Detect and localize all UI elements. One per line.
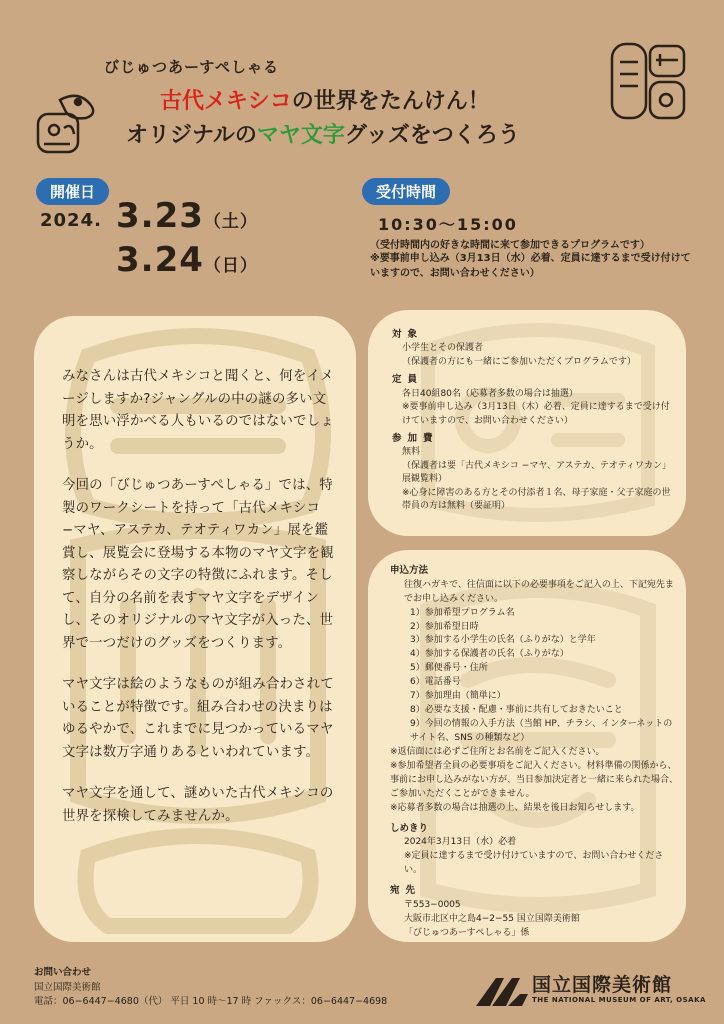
title-text: グッズをつくろう <box>344 123 520 148</box>
intro-paragraph: マヤ文字は絵のようなものが組み合わされていることが特徴です。組み合わせの決まりはゆるやかで、これまでに見つかっているマヤ文字は数万字通りあるといわれています。 <box>62 677 334 760</box>
capacity-label: 定員 <box>392 374 424 386</box>
series-title: びじゅつあーすぺしゃる <box>104 58 279 76</box>
target-text: 小学生とその保護者 <box>402 343 484 354</box>
list-item: 8）必要な支援・配慮・事前に共有しておきたいこと <box>410 705 623 716</box>
contact-org: 国立国際美術館 <box>34 981 101 993</box>
museum-english-name: THE NATIONAL MUSEUM OF ART, OSAKA <box>532 996 706 1004</box>
fee-note: （保護者は要「古代メキシコ −マヤ、アステカ、テオティワカン」展観覧料） <box>402 460 671 485</box>
date-value: 3.24 <box>116 240 204 280</box>
day-of-week: （日） <box>203 256 258 276</box>
deadline-label: しめきり <box>390 822 429 834</box>
event-year: 2024. <box>40 210 102 231</box>
intro-paragraph: みなさんは古代メキシコと聞くと、何をイメージしますか?ジャングルの中の謎の多い文明を思い浮かべる人もいるのではないでしょうか。 <box>62 369 334 452</box>
address-recipient: 「びじゅつあーすぺしゃる」係 <box>404 927 530 938</box>
list-item: 4）参加する保護者の氏名（ふりがな） <box>410 649 569 660</box>
fee-text: 無料 <box>402 447 421 458</box>
list-item: 5）郵便番号・住所 <box>410 663 488 674</box>
intro-panel <box>34 316 356 942</box>
time-label-badge: 受付時間 <box>362 178 450 205</box>
list-item: 7）参加理由（簡単に） <box>410 691 506 702</box>
reception-hours: 10:30〜15:00 <box>378 215 518 234</box>
info-list <box>392 324 676 514</box>
target-label: 対象 <box>392 329 424 340</box>
capacity-note: ※要事前申し込み（3月13日（木）必着、定員に達するまで受け付けていますので、お問い合わせください） <box>402 402 670 426</box>
list-item: 3）参加する小学生の氏名（ふりがな）と学年 <box>410 635 596 646</box>
deadline-note: ※定員に達するまで受け付けていますので、お問い合わせください。 <box>404 851 664 876</box>
maya-glyph-right-icon <box>608 40 688 124</box>
list-item: 1）参加希望プログラム名 <box>410 607 515 618</box>
apply-details <box>390 564 680 941</box>
target-note: （保護者の方にも一緒にご参加いただくプログラムです） <box>402 356 636 367</box>
intro-paragraph: 今回の「びじゅつあーすぺしゃる」では、特製のワークシートを持って「古代メキシコ −マヤ、アステカ、テオティワカン」展を鑑賞し、展覧会に登場する本物のマヤ文字を観察しながらその文字の特徴にふれます。そして、自分の名前を表すマヤ文字をデザインし、そのオリジナルのマヤ文字が入った、世界で一つだけのグッズをつくります。 <box>62 478 334 651</box>
title-text: の世界をたんけん！ <box>291 89 490 114</box>
event-date-2 <box>116 240 258 280</box>
date-label-badge: 開催日 <box>36 178 109 205</box>
postal-code: 〒553−0005 <box>404 899 461 910</box>
apply-note: ※応募者多数の場合は抽選の上、結果を後日お知らせします。 <box>390 802 640 813</box>
day-of-week: （土） <box>203 212 258 232</box>
title-text: オリジナルの <box>126 123 257 148</box>
apply-note: ※返信面には必ずご住所とお名前をご記入ください。 <box>390 746 605 757</box>
hours-note: ※要事前申し込み（3月13日（水）必着、定員に達するまで受け付けていますので、お問い合わせください） <box>370 253 691 279</box>
contact-phone: 電話：06−6447−4680（代） 平日 10 時〜17 時 ファックス：06−6447−4698 <box>34 996 388 1008</box>
maya-glyph-left-icon <box>34 88 104 158</box>
apply-items-list <box>390 607 680 746</box>
apply-label: 申込方法 <box>390 565 429 576</box>
title-highlight-red: 古代メキシコ <box>160 89 292 114</box>
apply-panel <box>368 550 686 942</box>
deadline-text: 2024年3月13日（水）必着 <box>404 837 517 848</box>
intro-text <box>62 366 338 847</box>
address-label: 宛先 <box>390 885 422 897</box>
list-item: 6）電話番号 <box>410 677 461 688</box>
date-value: 3.23 <box>116 196 204 236</box>
list-item: 9）今回の情報の入手方法（当館 HP、チラシ、インターネットのサイト名、SNS の種類など） <box>410 719 673 744</box>
main-title-line2 <box>126 118 520 149</box>
fee-note: ※心身に障害のある方とその付添者１名、母子家庭・父子家庭の世帯員の方は無料（要証明） <box>402 487 671 512</box>
contact-label: お問い合わせ <box>34 967 92 978</box>
fee-label: 参加費 <box>392 433 439 444</box>
capacity-text: 各日40組80名（応募者多数の場合は抽選） <box>402 388 578 399</box>
intro-paragraph: マヤ文字を通して、謎めいた古代メキシコの世界を探検してみませんか。 <box>62 786 334 824</box>
museum-name: 国立国際美術館 <box>532 974 673 996</box>
main-title-line1 <box>160 84 490 115</box>
hours-note: （受付時間内の好きな時間に来て参加できるプログラムです） <box>370 240 650 251</box>
apply-note: ※参加希望者全員の必要事項をご記入ください。材料準備の関係から、事前にお申し込みがない方が、当日参加決定者と一緒に来られた場合、ご参加いただくことができません。 <box>390 760 679 799</box>
list-item: 2）参加希望日時 <box>410 621 479 632</box>
museum-logo-icon <box>476 968 528 1006</box>
info-panel <box>368 310 686 536</box>
address-line: 大阪市北区中之島4−2−55 国立国際美術館 <box>404 913 580 924</box>
apply-intro: 往復ハガキで、往信面に以下の必要事項をご記入の上、下記宛先までお申し込みください。 <box>404 579 674 604</box>
contact-info <box>34 966 387 1010</box>
title-highlight-green: マヤ文字 <box>256 123 345 148</box>
event-date-1 <box>116 196 258 236</box>
